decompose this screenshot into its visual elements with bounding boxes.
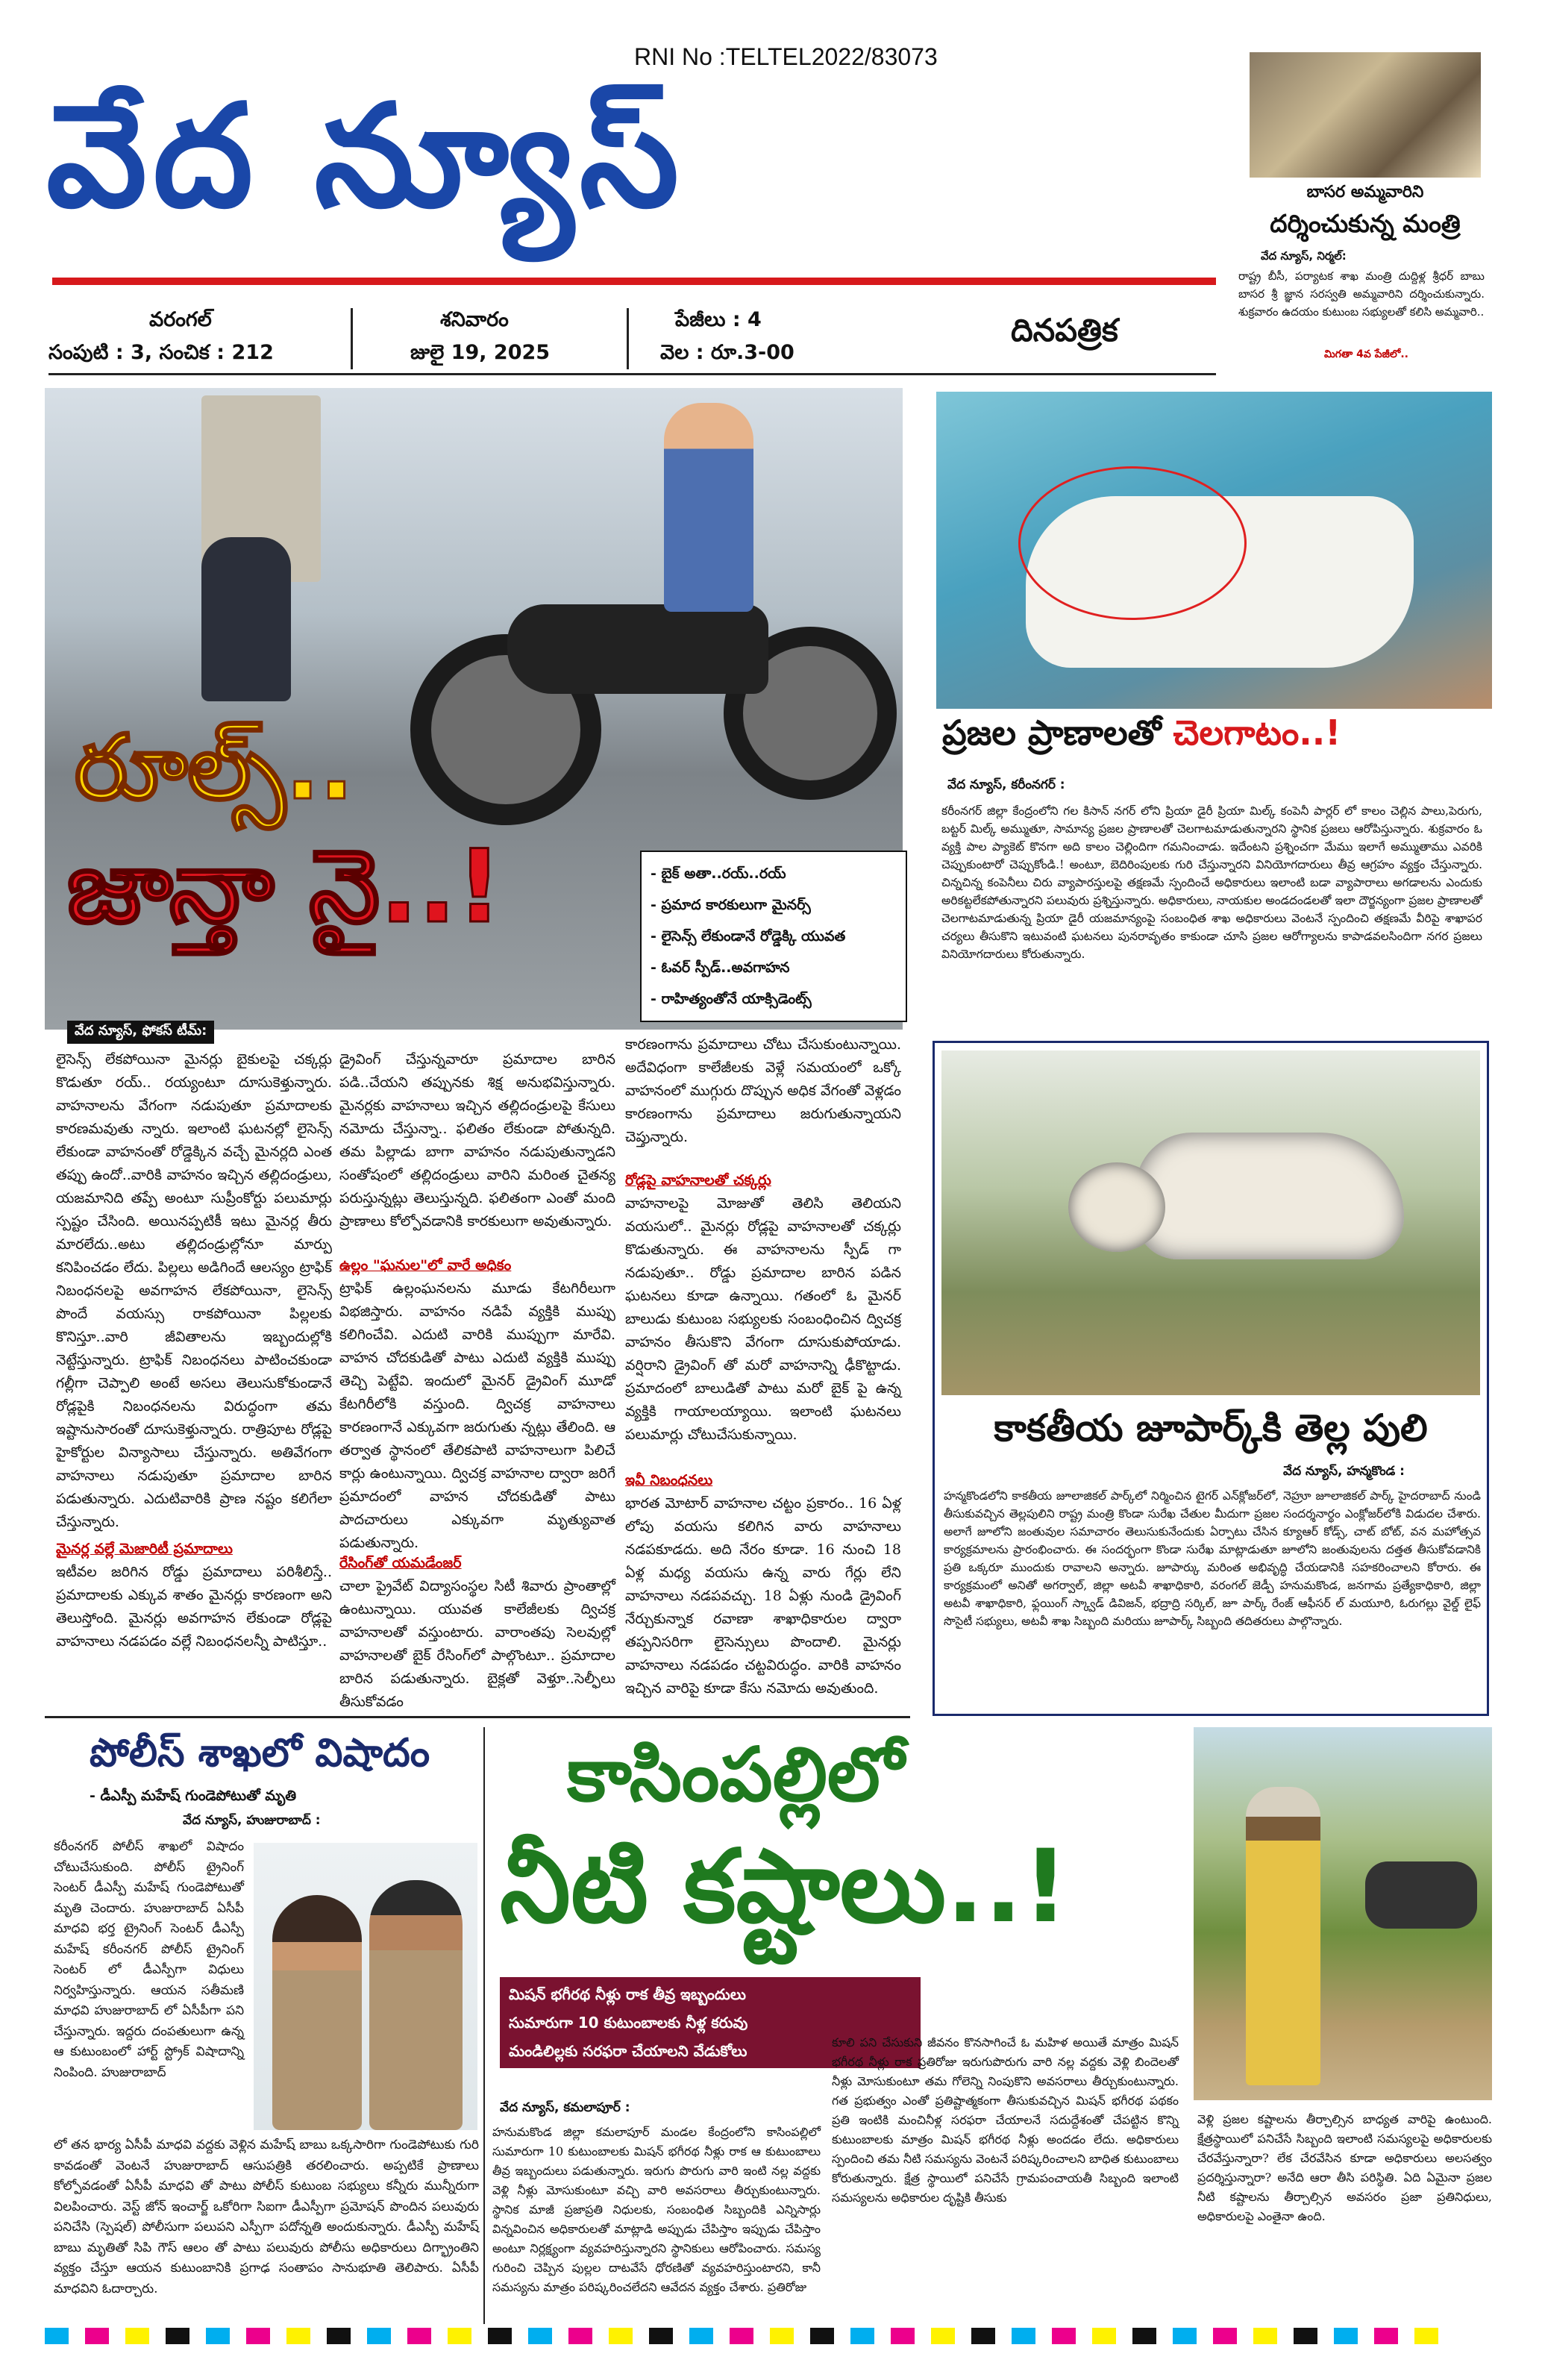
- issue-date: జులై 19, 2025: [410, 341, 551, 364]
- lead-subhead-2: ఉల్లం "ఘనుల"లో వారే అధికం: [339, 1257, 512, 1274]
- teaser-continued: మిగతా 4వ పేజీలో..: [1324, 348, 1408, 360]
- lead-col3c-text: భారత మోటార్ వాహనాల చట్టం ప్రకారం.. 16 ఏళ్ల లోపు వయసు కలిగిన వారు వాహనాలు నడపకూడదు. అది నేరం కూడా. 16 నుంచి 18 ఏళ్ల మధ్య వయసు ఉన్న వారు గేర్లు లేని వాహనాలు నడపవచ్చు. 18 ఏళ్లు నుండి డ్రైవింగ్ నేర్చుకున్నాక రవాణా శాఖాధికారుల ద్వారా తప్పనిసరిగా లైసెన్సులు పొందాలి. మైనర్లు వాహనాలు నడపడం చట్టవిరుద్ధం. వారికి వాహనం ఇచ్చిన వారిపై కూడా కేసు నమోదు అవుతుంది.: [625, 1495, 906, 1697]
- milk-body: కరీంనగర్ జిల్లా కేంద్రంలోని గల కిసాన్ నగర్ లోని ప్రియా డైరీ ప్రియా మిల్క్ కంపెనీ పార్లర్ లో కాలం చెల్లిన పాలు,పెరుగు, బట్టర్ మిల్క్ అమ్ముతూ, సామాన్య ప్రజల ప్రాణాలతో చెలగాటమాడుతున్నారని స్థానిక ప్రజలు ఆరోపిస్తున్నారు. శుక్రవారం ఓ వ్యక్తి పాల ప్యాకెట్ కొనగా అది కాలం చెల్లిందిగా గమనించాడు. ఇదేంటని ప్రశ్నించగా మేము ఇలాగే అమ్ముతాము ఎవరికి చెప్పుకుంటారో చెప్పుకోండి.! అంటూ, బెదిరింపులకు గురి చేస్తున్నారని వినియోగదారులు తీవ్ర ఆగ్రహం వ్యక్తం చేస్తున్నారు. చిన్నచిన్న కంపెనీలు చిరు వ్యాపారస్తులపై తక్షణమే స్పందించే అధికారులు ఇలాంటి బడా వ్యాపారాలు అగడాలను ఎందుకు అరికట్టలేకపోతున్నారని పలువురు ప్రశ్నిస్తున్నారు. అధికారులు, నాయకుల అండదండలతో ఇలా దౌర్జన్యంగా ప్రజల ప్రాణాలతో చెలగాటమాడుతున్న ప్రియా డైరీ యజమాన్యంపై సంబంధిత శాఖ అధికారులు వెంటనే స్పందించి తక్షణమే వీరిపై శాఖాపర చర్యలు తీసుకొని ఇటువంటి ఘటనలు పునరావృతం కాకుండా చూసి ప్రజల ఆరోగ్యాలను కాపాడవలసిందిగా నగర ప్రజలు వినియోగదారులు కోరుతున్నారు.: [941, 804, 1486, 961]
- lead-col3-text: కారణంగాను ప్రమాదాలు చోటు చేసుకుంటున్నాయి. అదేవిధంగా కాలేజీలకు వెళ్లే సమయంలో ఒక్కో వాహనంలో ముగ్గురు దొప్పున అధిక వేగంతో వెళ్లడం కారణంగాను ప్రమాదాలు జరుగుతున్నాయని చెప్తున్నారు.: [625, 1036, 906, 1145]
- masthead-bottom-rule: [48, 373, 1216, 375]
- lead-column-2: [339, 1048, 621, 1712]
- bullet-item: - లైసెన్స్ లేకుండానే రోడ్డెక్కి యువత: [651, 921, 897, 952]
- masthead-info-row: [48, 302, 1011, 369]
- tiger-head: [1068, 1162, 1165, 1252]
- police-col-wide: లో తన భార్య ఏసీపీ మాధవి వద్దకు వెళ్లిన మహేష్ బాబు ఒక్కసారిగా గుండెపోటుకు గురి కావడంతో వెంటనే హుజురాబాద్ ఆసుపత్రికి తరలించారు. అప్పటికే ప్రాణాలు కోల్పోవడంతో ఏసీపీ మాధవి తో పాటు పోలీస్ కుటుంబ సభ్యులు కన్నీరు మున్నీరుగా విలపించారు. వెస్ట్ జోన్ ఇంచార్జ్ ఒకోరిగా సిఐగా డీఎస్పీగా ప్రమోషన్ పొందిన పలువురు పనిచేసి (స్పెషల్) పోలీసుగా పలుపని ఎస్పీగా పదోన్నతి అందుకున్నారు. డీఎస్పీ మహేష్ బాబు మృతితో సిపి గౌస్ ఆలం తో పాటు పలువురు పోలీసు అధికారులు దిగ్భ్రాంతిని వ్యక్తం చేస్తూ ఆయన కుటుంబానికి ప్రగాఢ సంతాపం సానుభూతి తెలిపారు. ఏసీపీ మాధవిని ఓదార్చారు.: [54, 2138, 483, 2296]
- volume-issue: సంపుటి : 3, సంచిక : 212: [48, 341, 274, 364]
- water-col-2: కూలి పని చేసుకుని జీవనం కొనసాగించే ఓ మహిళ అయితే మాత్రం మిషన్ భగీరథ నీళ్లు రాక ప్రతిరోజు ఇరుగుపొరుగు వారి నల్ల వద్దకు వెళ్లి బిందెలతో నీళ్లు మోసుకుంటూ తమ గోలెన్ని నింపుకొని అవసరాలు తీర్చుకుంటున్నారు. గత ప్రభుత్వం ఎంతో ప్రతిష్టాత్మకంగా తీసుకువచ్చిన మిషన్ భగీరథ పథకం ప్రతి ఇంటికి మంచినీళ్ల సరఫరా చేయాలనే సదుద్దేశంతో చేపట్టిన కొన్ని కుటుంబాలకు మాత్రం మిషన్ భగీరథ నీళ్లు అందడం లేదు. అధికారులు స్పందించి తమ నీటి సమస్యను వెంటనే పరిష్కరించాలని బాధిత కుటుంబాలు కోరుతున్నారు. క్షేత్ర స్థాయిలో పనిచేసే గ్రామపంచాయతీ సిబ్బంది ఇలాంటి సమస్యలను అధికారుల దృష్టికి తీసుకు: [832, 2035, 1183, 2205]
- milk-byline: వేద న్యూస్, కరీంనగర్ :: [947, 777, 1065, 792]
- masthead-red-rule: [52, 278, 1216, 285]
- info-divider: [627, 308, 629, 369]
- motorcycle-illustration: [395, 515, 873, 806]
- lead-col2c-text: చాలా ప్రైవేట్ విద్యాసంస్థల సిటీ శివారు ప్రాంతాల్లో ఉంటున్నాయి. యువత కాలేజీలకు ద్విచక్ర వాహనాలతో వస్తుంటారు. వారాంతపు సెలవుల్లో వాహనాలతో బైక్ రేసింగ్‌లో పాల్గొంటూ.. ప్రమాదాల బారిన పడుతున్నారు. బైక్లతో వెళ్తూ..సెల్ఫీలు తీసుకోవడం: [339, 1578, 621, 1710]
- police-divider: [483, 1727, 485, 2324]
- rider-figure: [664, 403, 753, 612]
- lead-headline-2: జాన్తా నై..!: [67, 828, 503, 945]
- water-headline-1: కాసింపల్లిలో: [567, 1731, 904, 1818]
- zoo-byline: వేద న్యూస్, హన్మకొండ :: [1283, 1464, 1405, 1479]
- bullet-item: - ప్రమాద కారకులుగా మైనర్స్: [651, 889, 897, 921]
- lead-column-3: [625, 1033, 906, 1712]
- bullet-item: - ఓవర్ స్పీడ్..అవగాహన: [651, 952, 897, 983]
- water-byline: వేద న్యూస్, కమలాపూర్ :: [500, 2100, 630, 2115]
- highlight-circle: [1018, 466, 1247, 620]
- lead-subhead-5: ఇవీ నిబంధనలు: [625, 1472, 713, 1488]
- rni-number: RNI No :TELTEL2022/83073: [634, 43, 938, 70]
- milk-photo: [936, 392, 1492, 709]
- price: వెల : రూ.3-00: [660, 341, 794, 364]
- bullet-item: మండిలిల్లకు సరఫరా చేయాలని వేడుకోలు: [509, 2042, 748, 2060]
- lead-col1-text: లైసెన్స్ లేకపోయినా మైనర్లు బైకులపై చక్కర్లు కొడుతూ రయ్.. రయ్యంటూ దూసుకెళ్తున్నారు. వాహనాలను వేగంగా నడుపుతూ ప్రమాదాలకు కారణమవుతు న్నారు. ఇలాంటి ఘటనల్లో లైసెన్స్ లేకుండా వాహనంతో రోడ్డెక్కిన వచ్చే మైనర్లది ఎంత తప్పు ఉందో..వారికి వాహనం ఇచ్చిన తల్లిదండ్రులు, యజమానిది తప్పే అంటూ సుప్రీంకోర్టు పలుమార్లు స్పష్టం చేసింది. అయినప్పటికీ ఇటు మైనర్ల తీరు మారలేదు..అటు తల్లిదండ్రుల్లోనూ మార్పు కనిపించడం లేదు. పిల్లలు అడిగిందే ఆలస్యం ట్రాఫిక్ నిబంధనలపై అవగాహన లేకపోయినా, లైసెన్స్ పొందే వయస్సు రాకపోయినా పిల్లలకు కొనిస్తూ..వారి జీవితాలను ఇబ్బందుల్లోకి నెట్టేస్తున్నారు. ట్రాఫిక్ నిబంధనలు పాటించకుండా గల్లీగా చెప్పాలి అంటే అసలు తెలుసుకోకుండానే రోడ్లపైకి నిబంధనలను విరుద్ధంగా తమ ఇష్టానుసారంతో దూసుకెళ్తున్నారు. రాత్రిపూట రోడ్లపై హైకోర్టుల విన్యాసాలు చేస్తున్నారు. అతివేగంగా వాహనాలు నడుపుతూ ప్రమాదాల బారిన పడుతున్నారు. ఎదుటివారికి ప్రాణ నష్టం కలిగేలా చేస్తున్నారు.: [56, 1051, 337, 1530]
- police-subheadline: - డీఎస్పీ మహేష్ గుండెపోటుతో మృతి: [90, 1788, 297, 1804]
- lead-col2-text: డ్రైవింగ్ చేస్తున్నవారూ ప్రమాదాల బారిన పడి..చేయని తప్పునకు శిక్ష అనుభవిస్తున్నారు. మైనర్లకు వాహనాలు ఇచ్చిన తల్లిదండ్రులపై కేసులు నమోదు చేస్తున్నా.. ఫలితం లేకుండా పోతున్నది. తమ పిల్లాడు బాగా వాహనం నడుపుతున్నాడని సంతోషంలో తల్లిదండ్రులు వారిని మరింత చైతన్య పరుస్తున్నట్లు తెలుస్తున్నది. ఫలితంగా ఎంతో మంది ప్రాణాలు కోల్పోవడానికి కారకులుగా అవుతున్నారు.: [339, 1051, 621, 1230]
- police-col-narrow: కరీంనగర్ పోలీస్ శాఖలో విషాదం చోటుచేసుకుంది. పోలీస్ ట్రైనింగ్ సెంటర్ డీఎస్పీ మహేష్ గుండెపోటుతో మృతి చెందారు. హుజురాబాద్ ఏసీపీ మాధవి భర్త ట్రైనింగ్ సెంటర్ డీఎస్పీ మహేష్ కరీంనగర్ పోలీస్ ట్రైనింగ్ సెంటర్ లో డీఎస్పీగా విధులు నిర్వహిస్తున్నారు. ఆయన సతీమణి మాధవి హుజురాబాద్ లో ఏసీపీగా పని చేస్తున్నారు. ఇద్దరు దంపతులుగా ఉన్న ఆ కుటుంబంలో హార్ట్ స్ట్రోక్ విషాదాన్ని నింపింది. హుజురాబాద్: [54, 1839, 248, 2080]
- milk-headline-b: చెలగాటం..!: [1173, 713, 1341, 753]
- police-headline: పోలీస్ శాఖలో విషాదం: [90, 1731, 430, 1776]
- bike-body: [507, 604, 768, 694]
- lead-col2b-text: ట్రాఫిక్ ఉల్లంఘనలను మూడు కేటగిరీలుగా విభజిస్తారు. వాహనం నడిపే వ్యక్తికి ముప్పు కలిగించేవి. ఎదుటి వారికి ముప్పుగా మారేవి. వాహన చోదకుడితో పాటు ఎదుటి వ్యక్తికి ముప్పు తెచ్చి పెట్టేవి. ఇందులో మైనర్ డ్రైవింగ్ మూడో కేటగిరీలోకి వస్తుంది. ద్విచక్ర వాహనాలు కారణంగానే ఎక్కువగా జరుగుతు న్నట్లు తేలింది. ఆ తర్వాత స్థానంలో తేలికపాటి వాహనాలుగా పిలిచే కార్లు ఉంటున్నాయి. ద్విచక్ర వాహనాల ద్వారా జరిగే ప్రమాదంలో వాహన చోదకుడితో పాటు పాదచారులు ఎక్కువగా మృత్యువాత పడుతున్నారు.: [339, 1280, 621, 1551]
- lead-col3b-text: వాహనాలపై మోజుతో తెలిసి తెలియని వయసులో.. మైనర్లు రోడ్లపై వాహనాలతో చక్కర్లు కొడుతున్నారు. ఈ వాహనాలను స్పీడ్ గా నడుపుతూ.. రోడ్డు ప్రమాదాల బారిన పడిన ఘటనలు కూడా ఉన్నాయి. గతంలో ఓ మైనర్ బాలుడు కుటుంబ సభ్యులకు సంబంధించిన ద్విచక్ర వాహనం తీసుకొని వేగంగా దూసుకుపోయాడు. వర్షిరాని డ్రైవింగ్ తో మరో వాహనాన్ని ఢీకొట్టాడు. ప్రమాదంలో బాలుడితో పాటు మరో బైక్ పై ఉన్న వ్యక్తికి గాయాలయ్యాయి. ఇలాంటి ఘటనలు పలుమార్లు చోటుచేసుకున్నాయి.: [625, 1195, 906, 1443]
- lead-subhead-4: రోడ్లపై వాహనాలతో చక్కర్లు: [625, 1172, 771, 1189]
- lead-headline-1: రూల్స్..: [75, 716, 354, 820]
- bullet-item: మిషన్ భగీరథ నీళ్లు రాక తీవ్ర ఇబ్బందులు: [509, 1985, 746, 2003]
- water-col-1: హనుమకొండ జిల్లా కమలాపూర్ మండల కేంద్రంలోని కాసింపల్లిలో సుమారుగా 10 కుటుంబాలకు మిషన్ భగీరథ నీళ్లు రాక ఆ కుటుంబాలు తీవ్ర ఇబ్బందులు పడుతున్నారు. ఇరుగు పొరుగు వారి ఇంటి నల్ల వద్దకు వెళ్లి నీళ్లు మోసుకుంటూ వచ్చి వారి అవసరాలు తీర్చుకుంటున్నారు. స్థానిక మాజీ ప్రజాప్రతి నిధులకు, సంబంధిత సిబ్బందికి ఎన్నిసార్లు విన్నవించిన అధికారులతో మాట్లాడి అప్పుడు చేపిస్తాం ఇప్పుడు చేపిస్తాం అంటూ నిర్లక్ష్యంగా వ్యవహరిస్తున్నారని స్థానికులు ఆరోపించారు. సమస్య గురించి చెప్పిన పుల్లల దాటవేసే ధోరణితో వ్యవహరిస్తుంటారని, కానీ సమస్యను మాత్రం పరిష్కరించలేదని ఆవేదన వ్యక్తం చేశారు. ప్రతిరోజు: [492, 2125, 825, 2294]
- masthead-tagline: దినపత్రిక: [1011, 312, 1118, 348]
- bullet-item: - బైక్ అతా..రయ్..రయ్: [651, 858, 897, 889]
- zoo-headline: కాకతీయ జూపార్క్‌కి తెల్ల పులి: [994, 1406, 1428, 1450]
- bullet-item: సుమారుగా 10 కుటుంబాలకు నీళ్ల కరువు: [509, 2014, 748, 2032]
- water-col-3: వెళ్లి ప్రజల కష్టాలను తీర్చాల్సిన బాధ్యత వారిపై ఉంటుంది. క్షేత్రస్థాయిలో పనిచేసే సిబ్బంది ఇలాంటి సమస్యలపై అధికారులకు చేరవేస్తున్నారా? లేక చేరవేసిన కూడా అధికారులు అలసత్వం ప్రదర్శిస్తున్నారా? అనేది ఆరా తీసి పరిస్థితి. ఏది ఏమైనా ప్రజల నీటి కష్టాలను తీర్చాల్సిన అవసరం ప్రజా ప్రతినిధులు, అధికారులపై ఎంతైనా ఉంది.: [1197, 2112, 1496, 2223]
- print-registration-bar: [45, 2328, 1499, 2350]
- officer-right: [369, 1880, 463, 2130]
- water-headline-2: నీటి కష్టాలు..!: [500, 1828, 1069, 1945]
- teaser-kicker: బాసర అమ్మవారిని: [1306, 183, 1424, 201]
- police-couple-photo: [254, 1843, 477, 2130]
- lead-column-1: [56, 1048, 337, 1712]
- officer-left: [272, 1895, 362, 2130]
- weekday: శనివారం: [440, 308, 509, 331]
- teaser-headline: దర్శించుకున్న మంత్రి: [1270, 209, 1461, 238]
- lead-subhead-1: మైనర్ల వల్లే మెజారిటీ ప్రమాదాలు: [56, 1541, 233, 1557]
- lead-subhead-3: రేసింగ్‌తో యమడేంజర్: [339, 1555, 462, 1571]
- masthead-title: వేద న్యూస్: [46, 74, 686, 239]
- motorbike-shape: [1365, 1861, 1477, 1929]
- lead-bullets: [640, 851, 907, 1022]
- water-photo: [1194, 1727, 1492, 2100]
- milk-headline: [936, 713, 1492, 772]
- woman-figure: [1246, 1787, 1320, 2085]
- police-byline: వేద న్యూస్, హుజురాబాద్ :: [183, 1813, 321, 1828]
- lead-bottom-rule: [45, 1716, 910, 1718]
- lead-byline: వేద న్యూస్, ఫోకస్ టీమ్:: [67, 1021, 214, 1044]
- info-divider: [351, 308, 353, 369]
- teaser-byline: వేద న్యూస్, నిర్మల్:: [1261, 249, 1347, 263]
- rider-shape: [201, 537, 291, 701]
- milk-headline-a: ప్రజల ప్రాణాలతో: [942, 713, 1162, 753]
- bullet-item: - రాహిత్యంతోనే యాక్సిడెంట్స్: [651, 983, 897, 1015]
- teaser-photo: [1250, 52, 1481, 178]
- lead-col1b-text: ఇటీవల జరిగిన రోడ్డు ప్రమాదాలు పరిశీలిస్తే.. ప్రమాదాలకు ఎక్కువ శాతం మైనర్లు కారణంగా అని తెలుస్తోంది. మైనర్లు అవగాహన లేకుండా రోడ్లపై వాహనాలు నడపడం వల్లే నిబంధనలన్నీ పాటిస్తూ..: [56, 1564, 337, 1650]
- city: వరంగల్: [149, 308, 212, 331]
- tiger-body: [1135, 1133, 1404, 1259]
- white-tiger-photo: [941, 1050, 1480, 1395]
- teaser-body: రాష్ట్ర బీసీ, పర్యాటక శాఖ మంత్రి దుద్దిళ్ల శ్రీధర్ బాబు బాసర శ్రీ జ్ఞాన సరస్వతి అమ్మవారిని దర్శించుకున్నారు. శుక్రవారం ఉదయం కుటుంబ సభ్యులతో కలిసి అమ్మవారి..: [1238, 269, 1488, 319]
- zoo-body: హన్మకొండలోని కాకతీయ జూలాజికల్ పార్క్‌లో నిర్మించిన టైగర్ ఎన్‌క్లోజర్‌లో, నెహ్రూ జూలాజికల్ పార్క్ హైదరాబాద్ నుండి తీసుకువచ్చిన తెల్లపులిని రాష్ట్ర మంత్రి కొండా సురేఖ చేతుల మీదుగా ప్రజల సందర్శనార్థం ఎంక్లోజర్‌లోకి విడుదల చేశారు. అలాగే జూలోని జంతువుల సమాచారం తెలుసుకునేందుకు ఏర్పాటు చేసిన క్యూఆర్ కోడ్స్, చాట్ బోట్, వన మహోత్సవ కార్యక్రమాలను ప్రారంభించారు. ఈ సందర్భంగా కొండా సురేఖ మాట్లాడుతూ జూలోని జంతువులను దత్తత తీసుకోవడానికి ప్రతి ఒక్కరూ ముందుకు రావాలని అన్నారు. జూపార్కు మరింత అభివృద్ధి చేయడానికి సహకరించాలని కోరారు. ఈ కార్యక్రమంలో అనితో అగర్వాల్, జిల్లా అటవీ శాఖాధికారి, వరంగల్ జెడ్పీ హనుమకొండ, జనగామ ప్రత్యేకాధికారి, జిల్లా అటవీ శాఖాధికారి, ఫ్లయింగ్ స్క్వాడ్ డివిజన్, భద్రాద్రి సర్కిల్, జూ పార్క్ రేంజ్ ఆఫీసర్ ల్ మయూరి, ఓరుగల్లు వైల్డ్ లైఫ్ సొసైటీ సభ్యులు, అటవీ శాఖ సిబ్బంది మరియు జూపార్క్ సిబ్బంది తదితరులు పాల్గొన్నారు.: [944, 1489, 1485, 1628]
- page-count: పేజీలు : 4: [675, 308, 762, 331]
